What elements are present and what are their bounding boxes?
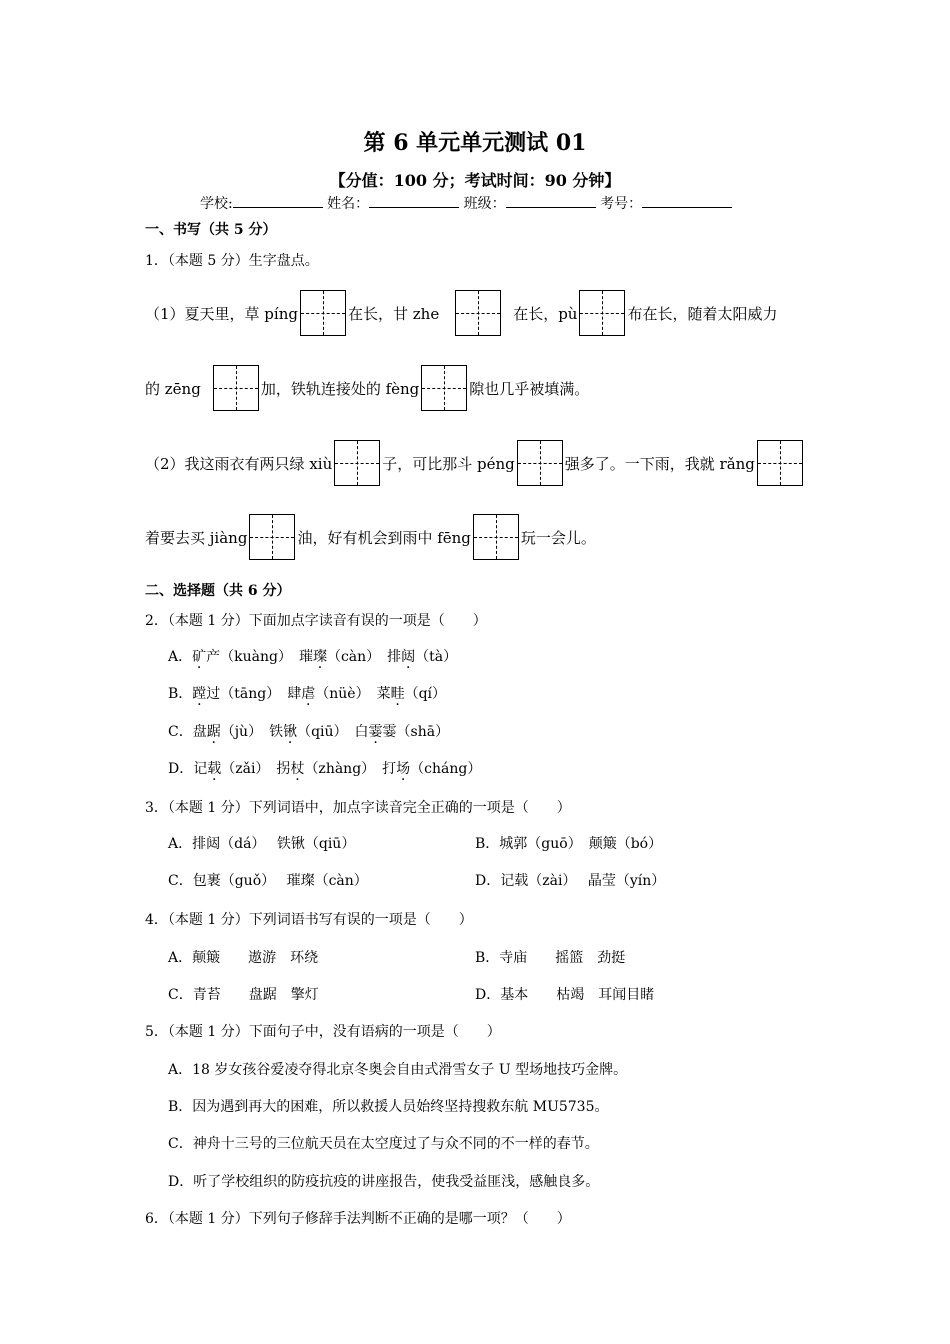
page-title: 第 6 单元单元测试 01 (363, 130, 587, 156)
writing-box[interactable] (455, 290, 501, 336)
q1-text: 隙也几乎被填满。 (469, 379, 590, 398)
q3-option-c[interactable]: C．包裹（guǒ） 璀璨（càn） (168, 873, 368, 889)
q2-option-c[interactable]: C．盘踞（jù） 铁锹（qiū） 白霎霎（shā） (168, 724, 450, 740)
number-blank[interactable] (642, 193, 732, 208)
q1-text: 在长，甘 zhe (347, 304, 440, 323)
exam-subtitle: 【分值：100 分；考试时间：90 分钟】 (329, 171, 621, 190)
q5-option-d[interactable]: D．听了学校组织的防疫抗疫的讲座报告，使我受益匪浅，感触良多。 (168, 1174, 600, 1190)
q1-text: 的 zēng (145, 379, 201, 398)
q1-line4 (145, 514, 596, 560)
class-label: 班级： (463, 196, 506, 212)
q3-stem: 3．（本题 1 分）下列词语中，加点字读音完全正确的一项是（ ） (145, 800, 571, 816)
q2-stem: 2．（本题 1 分）下面加点字读音有误的一项是（ ） (145, 613, 487, 629)
q1-text: 加，铁轨连接处的 fèng (260, 379, 420, 398)
q1-line2 (145, 365, 589, 411)
q1-line3 (145, 440, 805, 486)
writing-box[interactable] (421, 365, 467, 411)
q1-stem: 1．（本题 5 分）生字盘点。 (145, 253, 319, 269)
writing-box[interactable] (249, 514, 295, 560)
q1-text: 着要去买 jiàng (145, 528, 248, 547)
q5-stem: 5．（本题 1 分）下面句子中，没有语病的一项是（ ） (145, 1024, 501, 1040)
number-label: 考号： (600, 196, 643, 212)
q1-line1 (145, 290, 777, 336)
name-blank[interactable] (369, 193, 459, 208)
writing-box[interactable] (757, 440, 803, 486)
student-info-line (200, 193, 732, 213)
q4-stem: 4．（本题 1 分）下列词语书写有误的一项是（ ） (145, 912, 473, 928)
q4-option-a[interactable]: A．颠簸 遨游 环绕 (168, 950, 319, 966)
writing-box[interactable] (300, 290, 346, 336)
q2-option-d[interactable]: D．记载（zǎi） 拐杖（zhàng） 打场（cháng） (168, 761, 482, 777)
q1-text: 强多了。一下雨，我就 rǎng (564, 454, 755, 473)
q5-option-a[interactable]: A．18 岁女孩谷爱凌夺得北京冬奥会自由式滑雪女子 U 型场地技巧金牌。 (168, 1062, 628, 1078)
q1-text: 在长，pù (513, 304, 578, 323)
q2-option-b[interactable]: B．蹚过（tāng） 肆虐（nüè） 菜畦（qí） (168, 686, 447, 702)
writing-box[interactable] (213, 365, 259, 411)
q1-text: 油，好有机会到雨中 fēng (297, 528, 471, 547)
school-label: 学校: (200, 196, 233, 212)
q4-option-b[interactable]: B．寺庙 摇篮 劲挺 (475, 950, 626, 966)
q3-option-d[interactable]: D．记载（zài） 晶莹（yín） (475, 873, 666, 889)
q5-option-b[interactable]: B．因为遇到再大的困难，所以救援人员始终坚持搜救东航 MU5735。 (168, 1099, 609, 1115)
school-blank[interactable] (233, 193, 323, 208)
q4-option-c[interactable]: C．青苔 盘踞 擎灯 (168, 987, 319, 1003)
q1-text: 玩一会儿。 (520, 528, 596, 547)
q3-option-a[interactable]: A．排闼（dá） 铁锹（qiū） (168, 836, 356, 852)
q1-text: 布在长，随着太阳威力 (627, 304, 778, 323)
section2-heading: 二、选择题（共 6 分） (145, 583, 291, 599)
q4-option-d[interactable]: D．基本 枯竭 耳闻目睹 (475, 987, 655, 1003)
q3-option-b[interactable]: B．城郭（guō） 颠簸（bó） (475, 836, 663, 852)
writing-box[interactable] (517, 440, 563, 486)
writing-box[interactable] (334, 440, 380, 486)
section1-heading: 一、书写（共 5 分） (145, 222, 277, 238)
q1-text: （2）我这雨衣有两只绿 xiù (145, 454, 333, 473)
q6-stem: 6．（本题 1 分）下列句子修辞手法判断不正确的是哪一项？（ ） (145, 1211, 571, 1227)
class-blank[interactable] (506, 193, 596, 208)
q1-text: 子，可比那斗 péng (382, 454, 515, 473)
q1-text: （1）夏天里，草 píng (145, 304, 298, 323)
name-label: 姓名： (327, 196, 370, 212)
q2-option-a[interactable]: A．矿产（kuàng） 璀璨（càn） 排闼（tà） (168, 649, 458, 665)
writing-box[interactable] (473, 514, 519, 560)
writing-box[interactable] (579, 290, 625, 336)
q5-option-c[interactable]: C．神舟十三号的三位航天员在太空度过了与众不同的不一样的春节。 (168, 1136, 599, 1152)
